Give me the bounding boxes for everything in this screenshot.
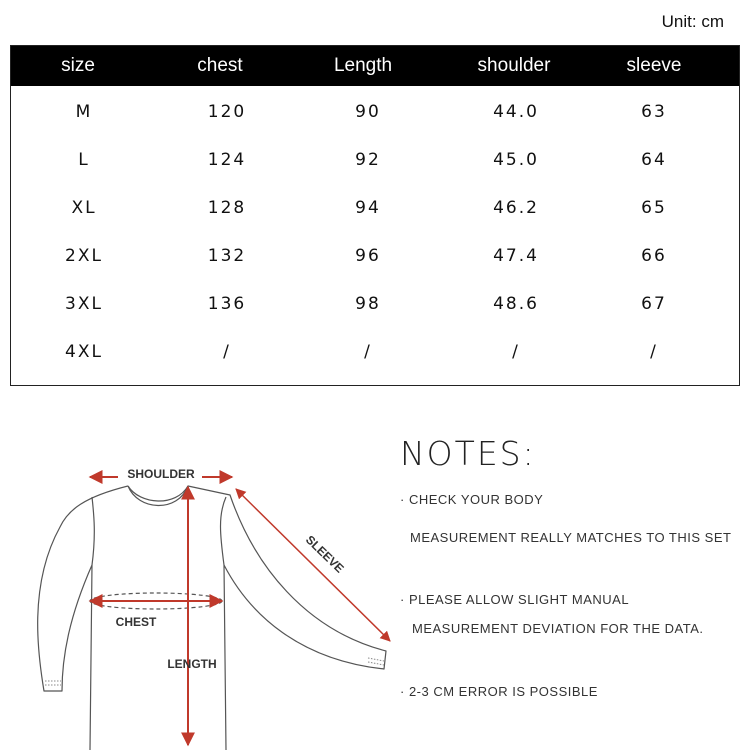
cell-sleeve: 63 bbox=[641, 102, 667, 122]
armhole-left bbox=[92, 497, 94, 565]
table-row bbox=[11, 232, 739, 280]
header-length: Length bbox=[333, 55, 393, 76]
table-row bbox=[11, 280, 739, 328]
cell-shoulder: 44.0 bbox=[493, 102, 539, 122]
cell-chest: 124 bbox=[207, 150, 247, 170]
length-label: LENGTH bbox=[167, 657, 217, 671]
table-header bbox=[11, 46, 739, 86]
cell-length: 90 bbox=[355, 102, 381, 122]
cell-size: 3XL bbox=[65, 294, 103, 314]
cell-chest: 136 bbox=[207, 294, 247, 314]
cell-length: 98 bbox=[355, 294, 381, 314]
cell-sleeve: 67 bbox=[641, 294, 667, 314]
table-row bbox=[11, 328, 739, 376]
header-sleeve: sleeve bbox=[626, 55, 682, 76]
table-row bbox=[11, 88, 739, 136]
note-line-5: · 2-3 CM ERROR IS POSSIBLE bbox=[400, 684, 598, 699]
shoulder-label: SHOULDER bbox=[127, 467, 195, 481]
cell-length: 94 bbox=[355, 198, 381, 218]
armhole-right bbox=[221, 497, 227, 565]
note-line-1: · CHECK YOUR BODY bbox=[400, 492, 544, 507]
cell-size: 4XL bbox=[65, 342, 103, 362]
cell-length: 96 bbox=[355, 246, 381, 266]
cell-shoulder: 47.4 bbox=[493, 246, 539, 266]
note-line-2: MEASUREMENT REALLY MATCHES TO THIS SET bbox=[410, 530, 732, 545]
note-line-3: · PLEASE ALLOW SLIGHT MANUAL bbox=[400, 592, 630, 607]
unit-label: Unit: cm bbox=[661, 12, 724, 31]
cell-shoulder: 45.0 bbox=[493, 150, 539, 170]
note-line-4: MEASUREMENT DEVIATION FOR THE DATA. bbox=[412, 621, 704, 636]
cell-sleeve: 64 bbox=[641, 150, 667, 170]
cell-size: L bbox=[78, 150, 90, 170]
cell-size: 2XL bbox=[65, 246, 103, 266]
cell-shoulder: 46.2 bbox=[493, 198, 539, 218]
cell-chest: 132 bbox=[207, 246, 247, 266]
sleeve-label: SLEEVE bbox=[302, 532, 347, 576]
cell-size: M bbox=[75, 102, 93, 122]
measurement-diagram bbox=[0, 455, 400, 750]
table-row bbox=[11, 184, 739, 232]
cell-chest: 120 bbox=[207, 102, 247, 122]
sleeve-arrow bbox=[236, 489, 390, 641]
header-shoulder: shoulder bbox=[477, 55, 551, 76]
notes-title: NOTES: bbox=[400, 434, 536, 473]
cell-sleeve: 65 bbox=[641, 198, 667, 218]
shirt-illustration bbox=[0, 455, 400, 750]
cell-size: XL bbox=[71, 198, 97, 218]
header-size: size bbox=[61, 55, 95, 76]
cell-shoulder: 48.6 bbox=[493, 294, 539, 314]
cell-chest: / bbox=[223, 342, 231, 362]
cell-sleeve: / bbox=[650, 342, 658, 362]
cell-chest: 128 bbox=[207, 198, 247, 218]
cell-shoulder: / bbox=[512, 342, 520, 362]
shirt-outline bbox=[38, 486, 386, 750]
cell-length: / bbox=[364, 342, 372, 362]
table-row bbox=[11, 136, 739, 184]
header-chest: chest bbox=[197, 55, 243, 76]
chest-label: CHEST bbox=[115, 615, 157, 629]
cell-length: 92 bbox=[355, 150, 381, 170]
size-chart-table bbox=[10, 45, 740, 386]
shirt-body-outline bbox=[38, 486, 386, 750]
cell-sleeve: 66 bbox=[641, 246, 667, 266]
